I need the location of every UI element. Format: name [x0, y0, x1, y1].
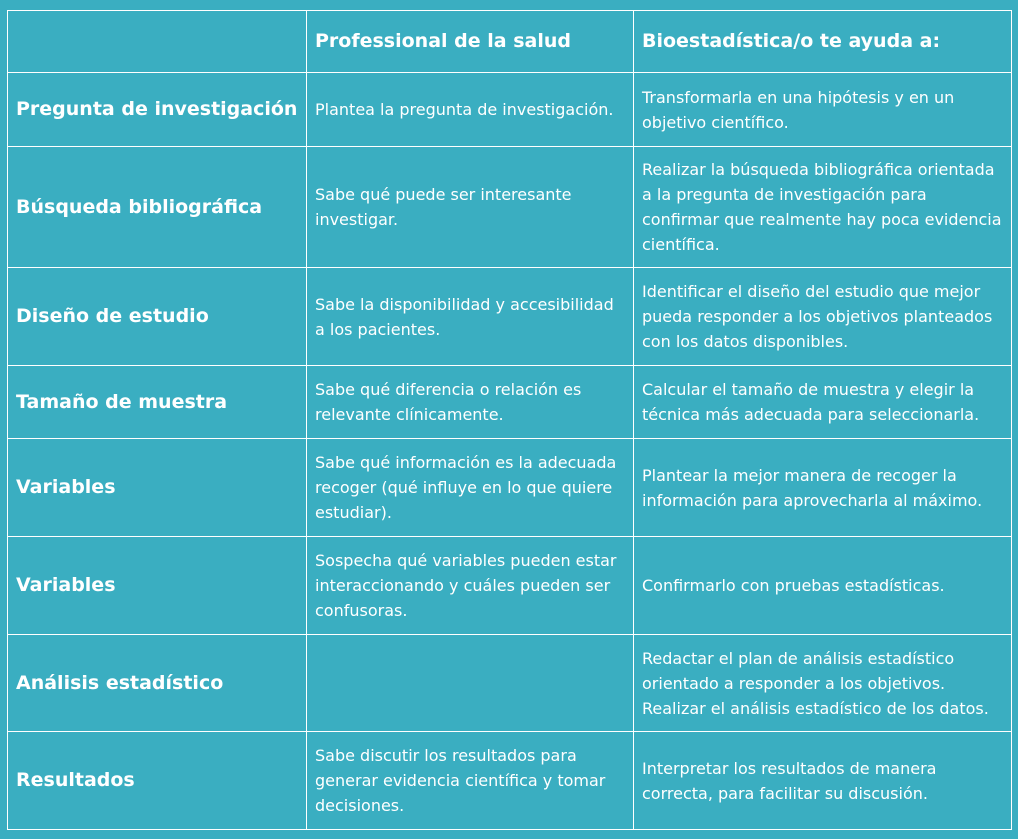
row-bioestadistica: Calcular el tamaño de muestra y elegir la técnica más adecuada para seleccionarla. [634, 366, 1012, 439]
row-bioestadistica: Identificar el diseño del estudio que mejor pueda responder a los objetivos planteados con los datos disponibles. [634, 268, 1012, 366]
row-professional: Sabe la disponibilidad y accesibilidad a los pacientes. [307, 268, 634, 366]
table-row [8, 268, 1012, 366]
row-bioestadistica: Interpretar los resultados de manera correcta, para facilitar su discusión. [634, 732, 1012, 830]
row-bioestadistica: Realizar la búsqueda bibliográfica orientada a la pregunta de investigación para confirmar que realmente hay poca evidencia científica. [634, 147, 1012, 268]
table-row [8, 732, 1012, 830]
row-professional: Plantea la pregunta de investigación. [307, 73, 634, 147]
row-professional: Sabe discutir los resultados para generar evidencia científica y tomar decisiones. [307, 732, 634, 830]
comparison-table [7, 10, 1012, 830]
row-stage: Pregunta de investigación [8, 73, 307, 147]
row-bioestadistica: Redactar el plan de análisis estadístico orientado a responder a los objetivos. Realizar el análisis estadístico de los datos. [634, 635, 1012, 732]
row-professional: Sabe qué información es la adecuada recoger (qué influye en lo que quiere estudiar). [307, 439, 634, 537]
header-bioestadistica: Bioestadística/o te ayuda a: [634, 11, 1012, 73]
row-bioestadistica: Plantear la mejor manera de recoger la información para aprovecharla al máximo. [634, 439, 1012, 537]
table-row [8, 147, 1012, 268]
comparison-table-container [7, 10, 1011, 830]
table-row [8, 635, 1012, 732]
row-stage: Búsqueda bibliográfica [8, 147, 307, 268]
row-professional [307, 635, 634, 732]
row-stage: Variables [8, 537, 307, 635]
row-professional: Sabe qué diferencia o relación es relevante clínicamente. [307, 366, 634, 439]
row-stage: Análisis estadístico [8, 635, 307, 732]
row-stage: Variables [8, 439, 307, 537]
table-header-row [8, 11, 1012, 73]
table-row [8, 73, 1012, 147]
table-row [8, 537, 1012, 635]
row-bioestadistica: Transformarla en una hipótesis y en un objetivo científico. [634, 73, 1012, 147]
row-professional: Sabe qué puede ser interesante investigar. [307, 147, 634, 268]
table-row [8, 439, 1012, 537]
header-empty-cell [8, 11, 307, 73]
row-professional: Sospecha qué variables pueden estar interaccionando y cuáles pueden ser confusoras. [307, 537, 634, 635]
table-row [8, 366, 1012, 439]
row-stage: Resultados [8, 732, 307, 830]
row-stage: Tamaño de muestra [8, 366, 307, 439]
row-stage: Diseño de estudio [8, 268, 307, 366]
header-professional: Professional de la salud [307, 11, 634, 73]
row-bioestadistica: Confirmarlo con pruebas estadísticas. [634, 537, 1012, 635]
